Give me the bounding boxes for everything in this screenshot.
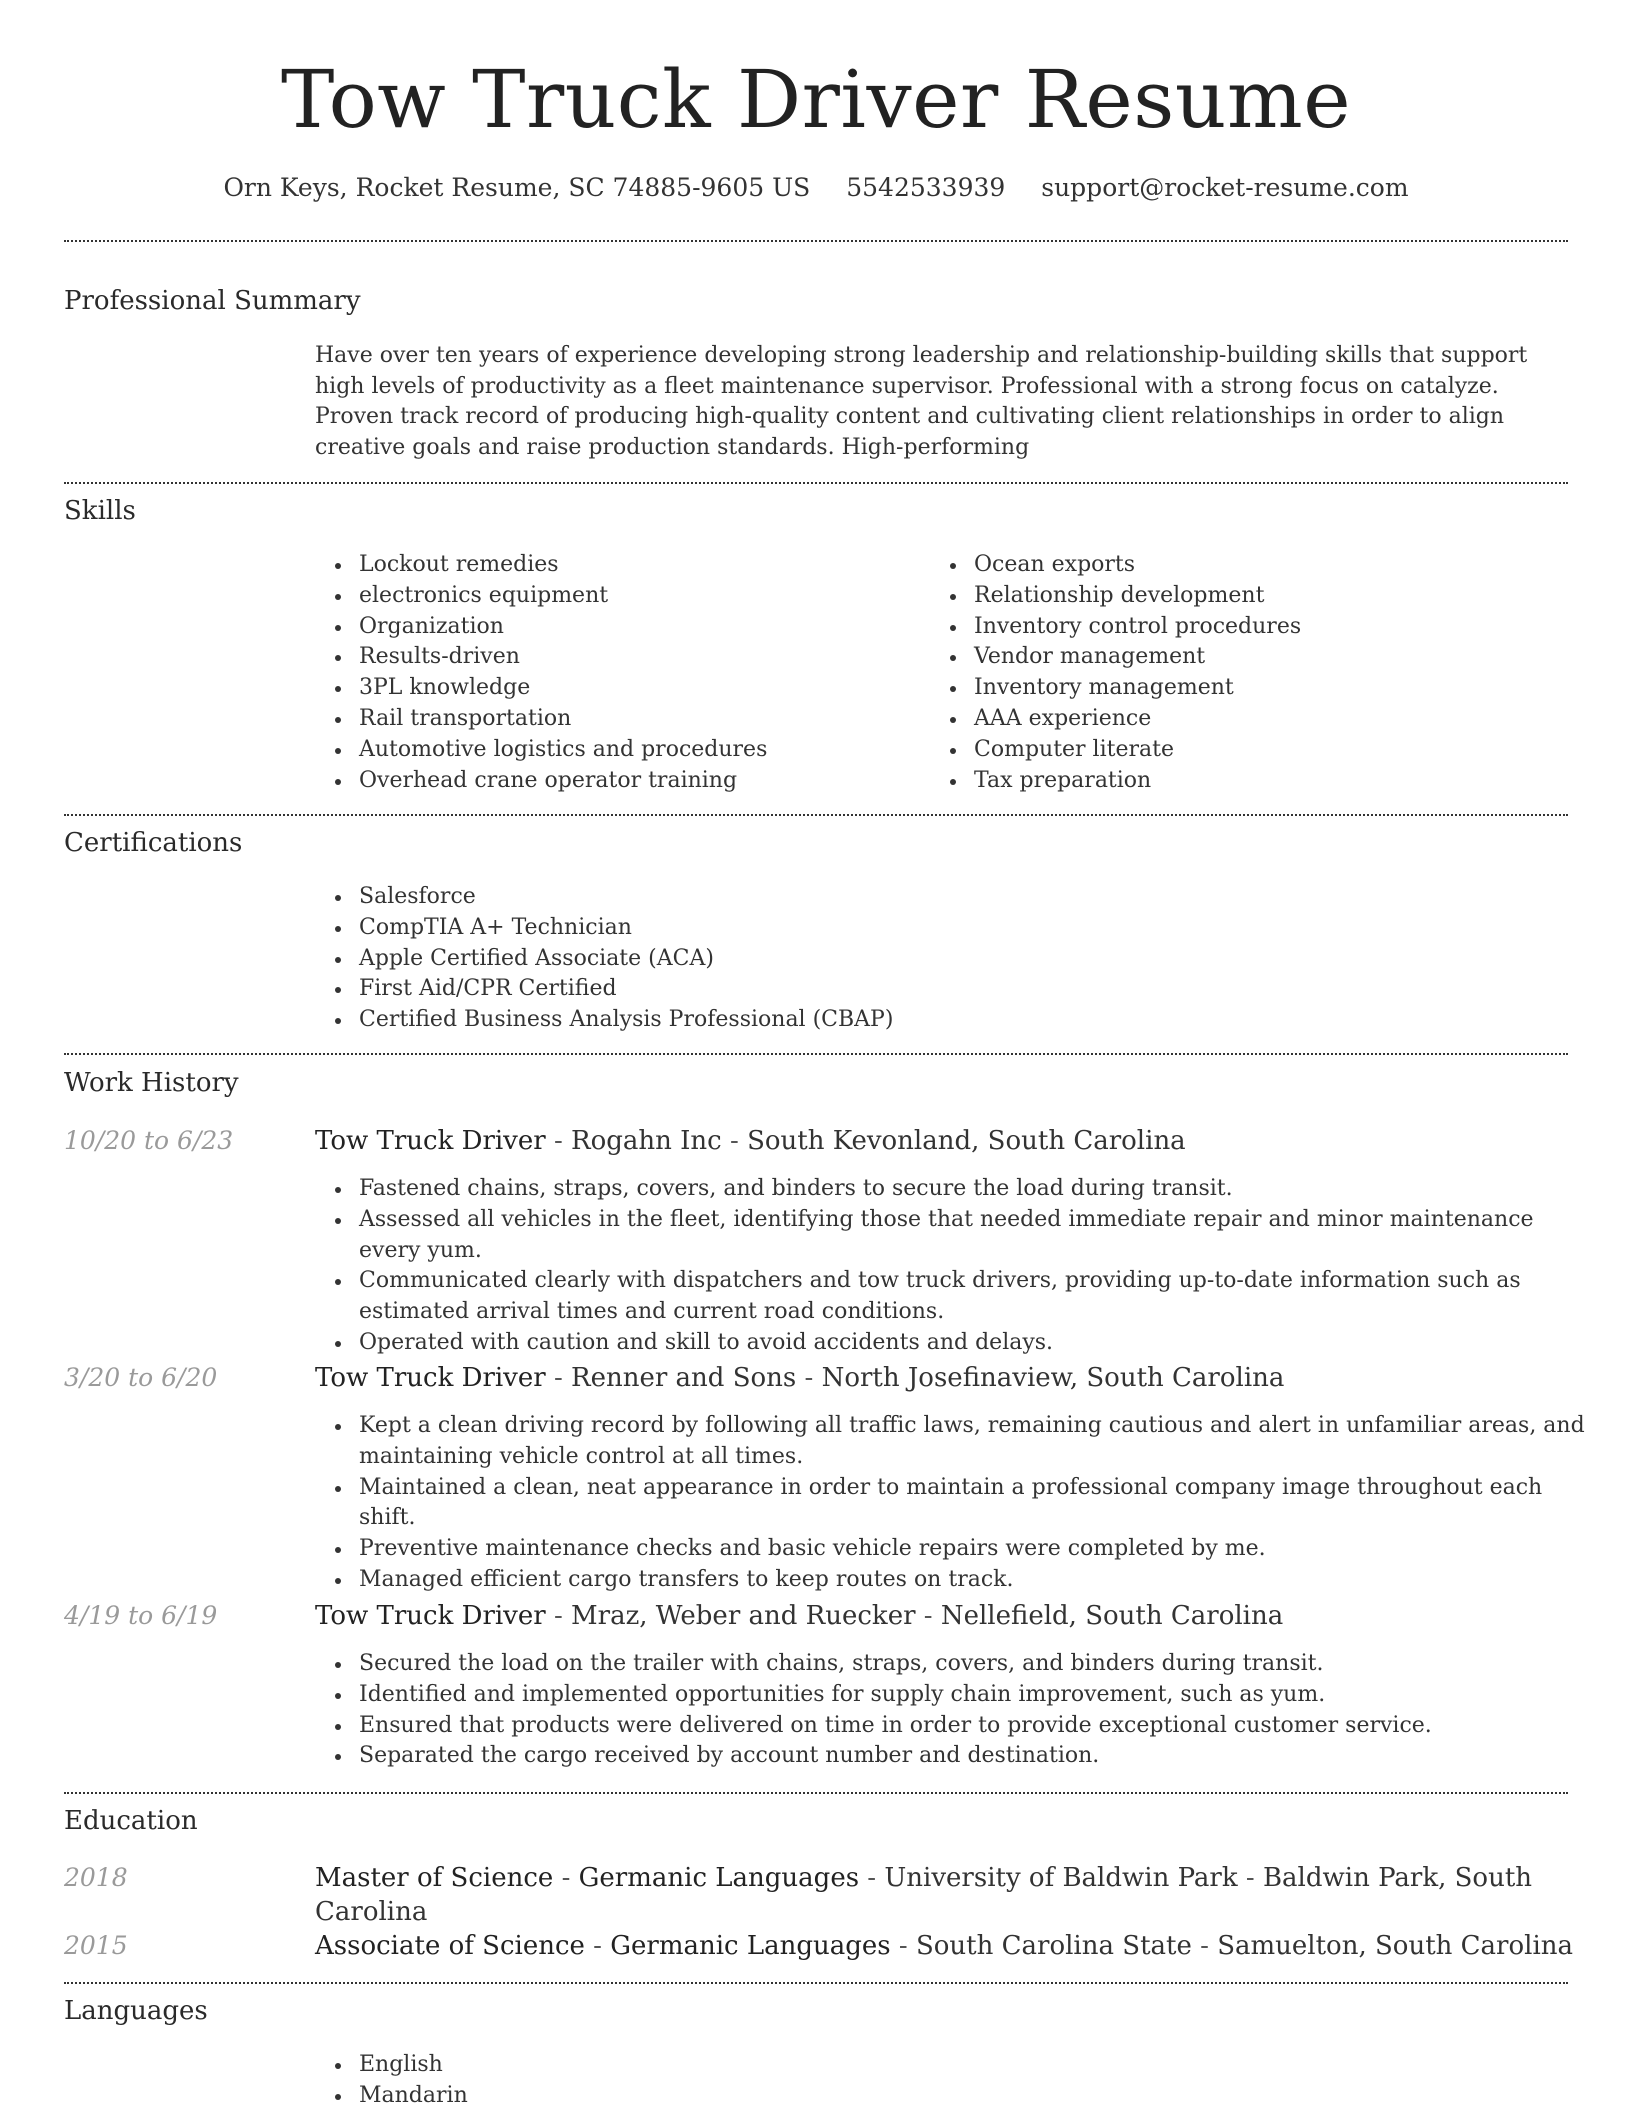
list-item: Ocean exports (974, 550, 1574, 581)
education-field: Germanic Languages (610, 1931, 891, 1961)
list-item: Secured the load on the trailer with chains, straps, covers, and binders during transit. (359, 1649, 1589, 1680)
list-item: CompTIA A+ Technician (359, 913, 1559, 944)
list-item: English (359, 2050, 959, 2081)
job-heading: Tow Truck Driver - Mraz, Weber and Ruecker - Nellefield, South Carolina (315, 1601, 1284, 1631)
summary-text: Have over ten years of experience developing strong leadership and relationship-building skills that support high levels of productivity as a fleet maintenance supervisor. Professional with a strong focus on catalyze. Proven track record of producing high-quality content and cultivating client relationships in order to align creative goals and raise production standards. High-performing (315, 343, 1528, 460)
list-item: Assessed all vehicles in the fleet, identifying those that needed immediate repair and minor maintenance every yum. (359, 1205, 1589, 1267)
education-entry: Associate of Science - Germanic Languages - South Carolina State - Samuelton, South Carolina (315, 1931, 1573, 1961)
list-item: Overhead crane operator training (359, 766, 919, 797)
list-item: Vendor management (974, 642, 1574, 673)
job-heading: Tow Truck Driver - Rogahn Inc - South Kevonland, South Carolina (315, 1126, 1186, 1156)
list-item: Preventive maintenance checks and basic vehicle repairs were completed by me. (359, 1534, 1589, 1565)
section-divider (64, 1792, 1568, 1794)
list-item: Communicated clearly with dispatchers and tow truck drivers, providing up-to-date information such as estimated arrival times and current road conditions. (359, 1266, 1589, 1328)
skills-heading: Skills (64, 496, 136, 526)
education-location: Samuelton, South Carolina (1217, 1931, 1573, 1961)
list-item: Mandarin (359, 2081, 959, 2112)
list-item: Identified and implemented opportunities for supply chain improvement, such as yum. (359, 1680, 1589, 1711)
job-location: Nellefield, South Carolina (940, 1601, 1284, 1631)
list-item: Ensured that products were delivered on time in order to provide exceptional customer service. (359, 1711, 1589, 1742)
certifications-heading: Certifications (64, 828, 243, 858)
contact-address: Orn Keys, Rocket Resume, SC 74885-9605 US (223, 173, 811, 202)
list-item: Apple Certified Associate (ACA) (359, 944, 1559, 975)
list-item: Kept a clean driving record by following all traffic laws, remaining cautious and alert in unfamiliar areas, and maintaining vehicle control at all times. (359, 1411, 1589, 1473)
list-item: Operated with caution and skill to avoid accidents and delays. (359, 1328, 1589, 1359)
education-school: South Carolina State (915, 1931, 1192, 1961)
education-year: 2015 (64, 1931, 128, 1960)
contact-phone[interactable]: 5542533939 (846, 173, 1006, 202)
list-item: Separated the cargo received by account number and destination. (359, 1741, 1589, 1772)
list-item: Relationship development (974, 581, 1574, 612)
list-item: Results-driven (359, 642, 919, 673)
contact-email[interactable]: support@rocket-resume.com (1041, 173, 1409, 202)
job-location: North Josefinaview, South Carolina (821, 1363, 1285, 1393)
section-divider (64, 1053, 1568, 1055)
section-divider (64, 814, 1568, 816)
job-dates: 4/19 to 6/19 (64, 1601, 218, 1630)
languages-list (315, 2050, 959, 2112)
list-item: 3PL knowledge (359, 673, 919, 704)
work-history-heading: Work History (64, 1068, 239, 1098)
education-degree: Associate of Science (315, 1931, 585, 1961)
list-item: Tax preparation (974, 766, 1574, 797)
skills-list-right (930, 550, 1574, 796)
list-item: Automotive logistics and procedures (359, 735, 919, 766)
education-school: University of Baldwin Park (884, 1863, 1238, 1893)
list-item: electronics equipment (359, 581, 919, 612)
job-role: Tow Truck Driver (315, 1601, 546, 1631)
job-bullets (315, 1411, 1589, 1596)
job-bullets (315, 1649, 1589, 1772)
job-company: Renner and Sons (571, 1363, 797, 1393)
job-company: Rogahn Inc (571, 1126, 722, 1156)
job-dates: 10/20 to 6/23 (64, 1126, 234, 1155)
section-divider (64, 482, 1568, 484)
job-bullets (315, 1174, 1589, 1359)
resume-title: Tow Truck Driver Resume (280, 53, 1352, 146)
education-field: Germanic Languages (578, 1863, 860, 1893)
list-item: Lockout remedies (359, 550, 919, 581)
list-item: Managed efficient cargo transfers to keep routes on track. (359, 1565, 1589, 1596)
list-item: Rail transportation (359, 704, 919, 735)
education-degree: Master of Science (315, 1863, 554, 1893)
job-role: Tow Truck Driver (315, 1126, 546, 1156)
list-item: AAA experience (974, 704, 1574, 735)
job-heading: Tow Truck Driver - Renner and Sons - North Josefinaview, South Carolina (315, 1363, 1285, 1393)
list-item: Organization (359, 612, 919, 643)
contact-line (0, 172, 1632, 204)
list-item: Inventory management (974, 673, 1574, 704)
job-location: South Kevonland, South Carolina (747, 1126, 1186, 1156)
list-item: First Aid/CPR Certified (359, 974, 1559, 1005)
skills-list-left (315, 550, 919, 796)
section-divider (64, 240, 1568, 242)
list-item: Maintained a clean, neat appearance in order to maintain a professional company image throughout each shift. (359, 1473, 1589, 1535)
job-company: Mraz, Weber and Ruecker (571, 1601, 916, 1631)
section-divider (64, 1982, 1568, 1984)
education-heading: Education (64, 1806, 198, 1836)
list-item: Certified Business Analysis Professional (CBAP) (359, 1005, 1559, 1036)
list-item: Computer literate (974, 735, 1574, 766)
list-item: Fastened chains, straps, covers, and binders to secure the load during transit. (359, 1174, 1589, 1205)
list-item: Inventory control procedures (974, 612, 1574, 643)
certifications-list (315, 882, 1559, 1036)
education-year: 2018 (64, 1863, 128, 1892)
job-role: Tow Truck Driver (315, 1363, 546, 1393)
summary-heading: Professional Summary (64, 286, 361, 316)
list-item: Salesforce (359, 882, 1559, 913)
education-entry: Master of Science - Germanic Languages - University of Baldwin Park - Baldwin Park, South Carolina (315, 1863, 1533, 1927)
languages-heading: Languages (64, 1996, 208, 2026)
education-location: Baldwin Park, South Carolina (315, 1863, 1533, 1927)
job-dates: 3/20 to 6/20 (64, 1363, 218, 1392)
